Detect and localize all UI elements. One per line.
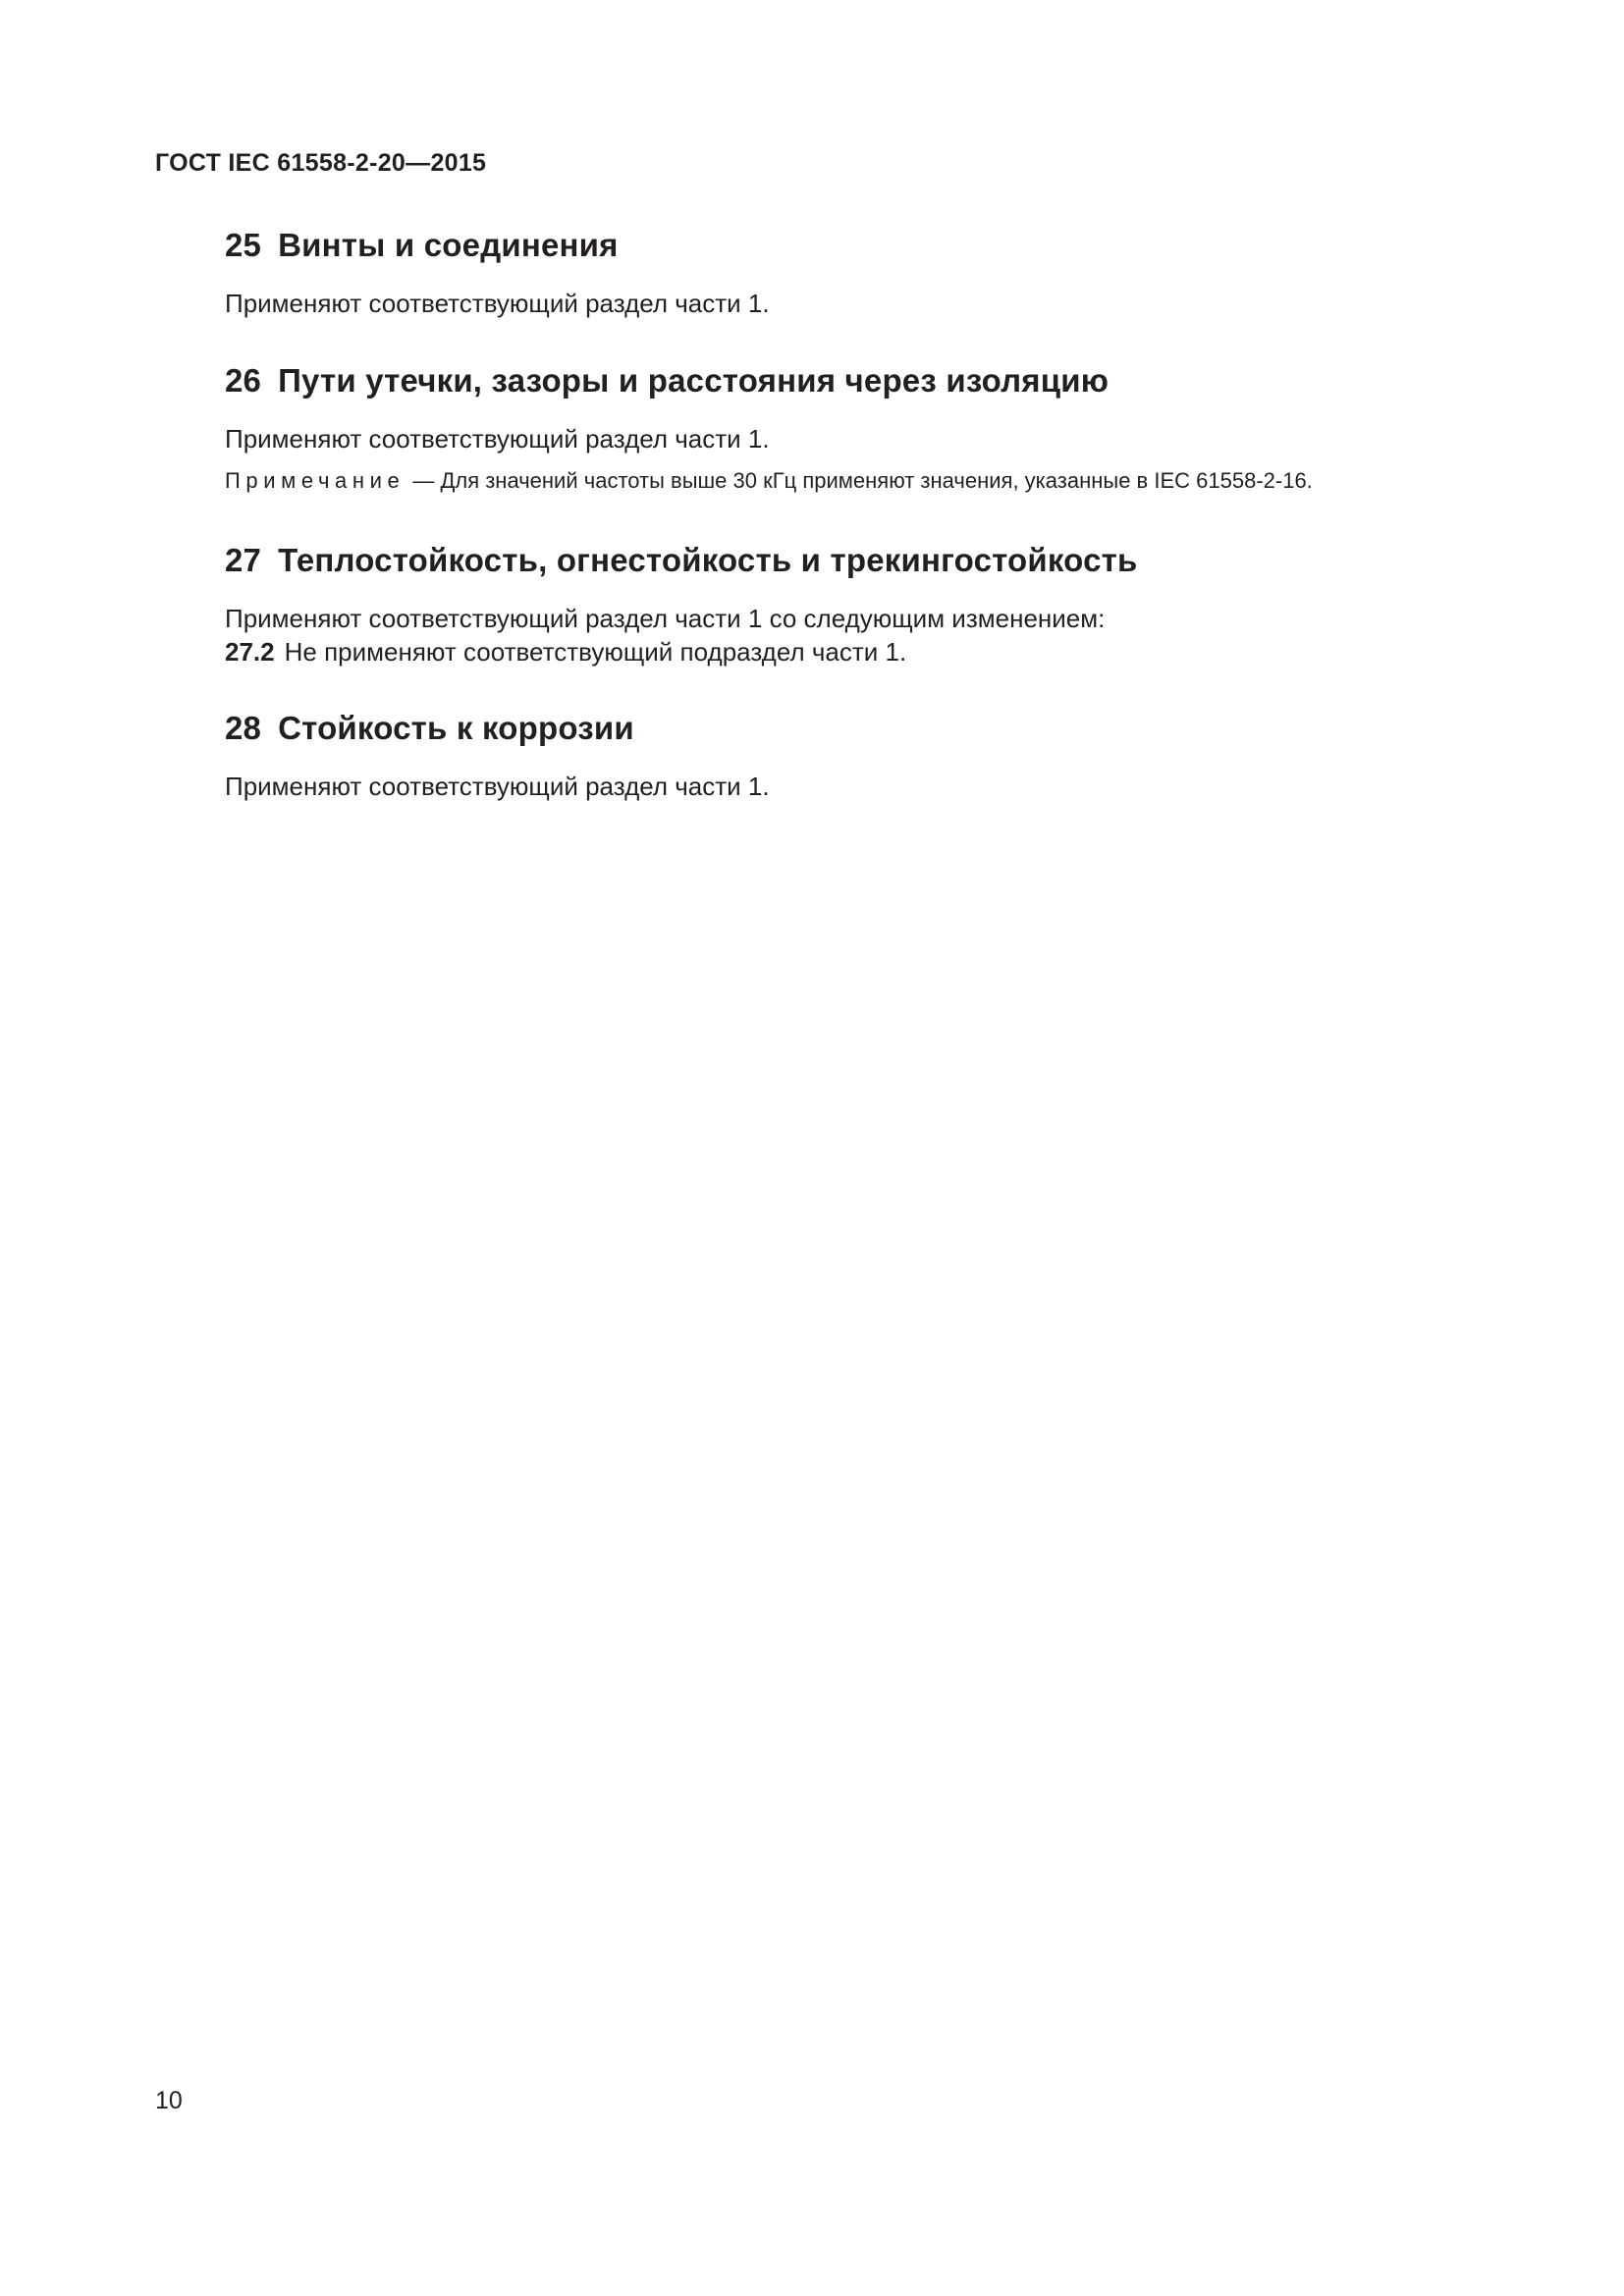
section-title: Стойкость к коррозии bbox=[278, 710, 634, 746]
section-title: Винты и соединения bbox=[278, 227, 619, 263]
section-28 bbox=[225, 709, 1531, 803]
section-26 bbox=[225, 361, 1531, 496]
note-text: — Для значений частоты выше 30 кГц применяют значения, указанные в IEC 61558-2-16. bbox=[412, 468, 1313, 493]
subclause bbox=[225, 635, 1531, 668]
section-number: 25 bbox=[225, 227, 262, 263]
section-heading bbox=[225, 226, 1531, 265]
section-number: 27 bbox=[225, 542, 262, 578]
section-heading bbox=[225, 361, 1531, 400]
section-27 bbox=[225, 541, 1531, 668]
note-label: Примечание bbox=[225, 468, 406, 493]
section-title: Теплостойкость, огнестойкость и трекингостойкость bbox=[278, 542, 1138, 578]
section-heading bbox=[225, 709, 1531, 748]
section-number: 28 bbox=[225, 710, 262, 746]
section-number: 26 bbox=[225, 362, 262, 399]
section-heading bbox=[225, 541, 1531, 580]
note bbox=[225, 466, 1531, 496]
section-title: Пути утечки, зазоры и расстояния через изоляцию bbox=[278, 362, 1110, 399]
subclause-text: Не применяют соответствующий подраздел части 1. bbox=[284, 637, 907, 667]
section-25 bbox=[225, 226, 1531, 320]
section-text: Применяют соответствующий раздел части 1. bbox=[225, 772, 770, 801]
section-text: Применяют соответствующий раздел части 1. bbox=[225, 424, 770, 454]
document-code-header: ГОСТ IEC 61558-2-20—2015 bbox=[155, 149, 487, 177]
section-text: Применяют соответствующий раздел части 1. bbox=[225, 289, 770, 318]
subclause-number: 27.2 bbox=[225, 637, 275, 667]
section-text: Применяют соответствующий раздел части 1 со следующим изменением: bbox=[225, 604, 1106, 633]
page-number: 10 bbox=[155, 2087, 183, 2114]
